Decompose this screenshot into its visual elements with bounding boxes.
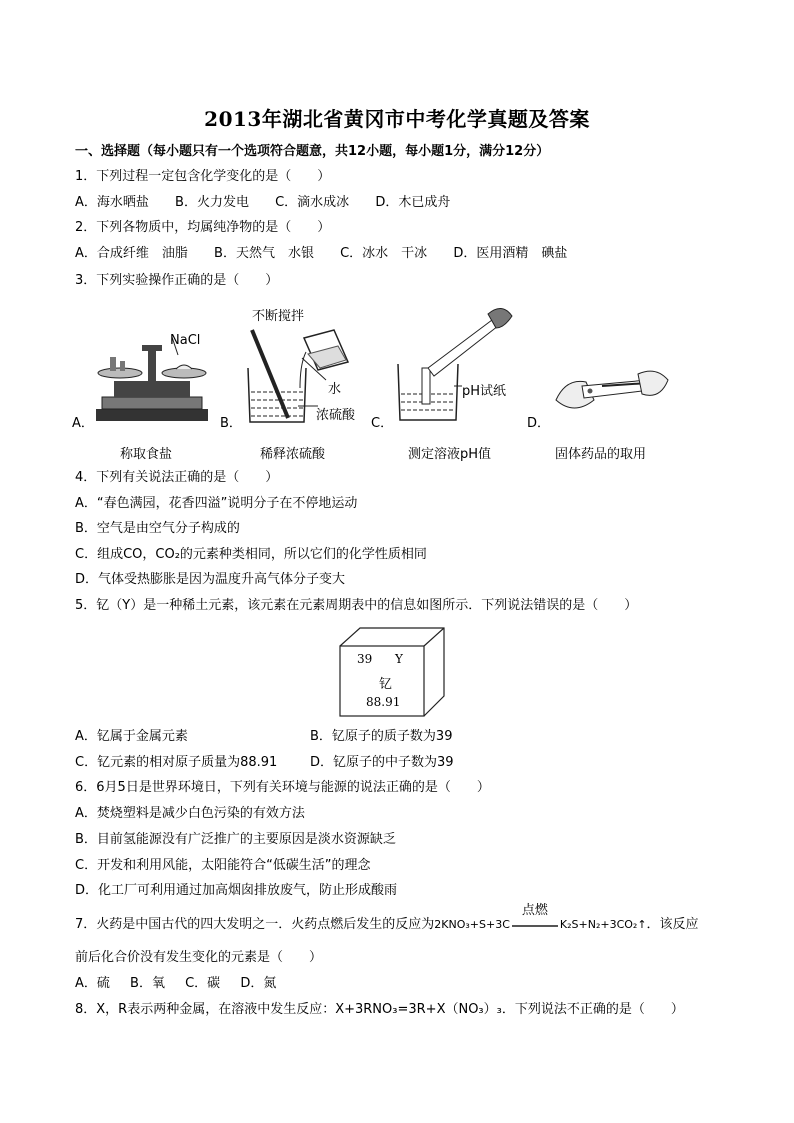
- question-8: 8．X，R表示两种金属，在溶液中发生反应：X+3RNO₃=3R+X（NO₃）₃．下列说法不正确的是（ ）: [75, 1002, 684, 1017]
- option: C．组成CO，CO₂的元素种类相同，所以它们的化学性质相同: [75, 547, 427, 562]
- option: C．滴水成冰: [275, 195, 350, 210]
- figure-letter: C．: [371, 416, 394, 431]
- acid-label: 浓硫酸: [316, 408, 356, 423]
- reaction-arrow: [512, 903, 558, 934]
- question-2: 2．下列各物质中，均属纯净物的是（ ）: [75, 220, 331, 235]
- option: D．气体受热膨胀是因为温度升高气体分子变大: [75, 572, 346, 587]
- option: B．钇原子的质子数为39: [310, 729, 453, 744]
- question-4: 4．下列有关说法正确的是（ ）: [75, 470, 279, 485]
- figure-caption: 稀释浓硫酸: [260, 447, 326, 462]
- question-1: 1．下列过程一定包含化学变化的是（ ）: [75, 169, 331, 184]
- figure-caption: 固体药品的取用: [555, 447, 647, 462]
- stir-label: 不断搅拌: [252, 309, 305, 324]
- figure-letter: B．: [220, 416, 242, 431]
- option: A．海水晒盐: [75, 195, 149, 210]
- question-7-continued: 前后化合价没有发生变化的元素是（ ）: [75, 950, 323, 965]
- question-3-figures: [0, 300, 794, 465]
- question-7-options: [75, 975, 276, 993]
- option: A．焚烧塑料是减少白色污染的有效方法: [75, 806, 305, 821]
- option: C．碳: [185, 976, 221, 991]
- figure-letter: A．: [72, 416, 94, 431]
- question-1-options: [75, 194, 450, 212]
- element-mass: 88.91: [366, 695, 401, 709]
- solid-sample-figure: [552, 360, 672, 426]
- ph-paper-label: pH试纸: [462, 384, 507, 399]
- figure-caption: 称取食盐: [120, 447, 173, 462]
- option: D．钇原子的中子数为39: [310, 755, 454, 770]
- figure-letter: D．: [527, 416, 551, 431]
- reaction-reactants: 2KNO₃+S+3C: [434, 918, 510, 931]
- section-heading: 一、选择题（每小题只有一个选项符合题意，共12小题，每小题1分，满分12分）: [75, 144, 550, 159]
- option: B．空气是由空气分子构成的: [75, 521, 240, 536]
- option: B．目前氢能源没有广泛推广的主要原因是淡水资源缺乏: [75, 832, 396, 847]
- option: D．木已成舟: [375, 195, 451, 210]
- water-label: 水: [328, 382, 342, 397]
- element-name: 钇: [379, 677, 393, 692]
- question-5: 5．钇（Y）是一种稀土元素，该元素在元素周期表中的信息如图所示．下列说法错误的是（ ）: [75, 598, 638, 613]
- ph-test-figure: [392, 302, 522, 430]
- question-6: 6．6月5日是世界环境日，下列有关环境与能源的说法正确的是（ ）: [75, 780, 490, 795]
- option: A．硫: [75, 976, 110, 991]
- element-number: 39: [357, 652, 373, 666]
- reaction-condition: 点燃: [521, 903, 548, 918]
- option: B．氧: [130, 976, 165, 991]
- option: B．火力发电: [175, 195, 249, 210]
- nacl-label: NaCl: [170, 333, 201, 348]
- option: D．医用酒精 碘盐: [453, 246, 568, 261]
- option: A．“春色满园，花香四溢”说明分子在不停地运动: [75, 496, 358, 511]
- option: C．冰水 干冰: [340, 246, 428, 261]
- question-7: [75, 903, 699, 934]
- question-3: 3．下列实验操作正确的是（ ）: [75, 273, 279, 288]
- option: D．化工厂可利用通过加高烟囱排放废气，防止形成酸雨: [75, 883, 398, 898]
- question-7-stem: 7．火药是中国古代的四大发明之一．火药点燃后发生的反应为: [75, 917, 435, 932]
- option: C．开发和利用风能，太阳能符合“低碳生活”的理念: [75, 858, 371, 873]
- question-7-stem-end: ．该反应: [646, 917, 699, 932]
- element-symbol: Y: [395, 652, 403, 666]
- option: A．钇属于金属元素: [75, 729, 188, 744]
- option: B．天然气 水银: [214, 246, 314, 261]
- reaction-products: K₂S+N₂+3CO₂↑: [559, 918, 647, 931]
- option: A．合成纤维 油脂: [75, 246, 188, 261]
- option: D．氮: [240, 976, 277, 991]
- figure-caption: 测定溶液pH值: [408, 447, 492, 462]
- question-2-options: [75, 245, 567, 263]
- page-title: 2013年湖北省黄冈市中考化学真题及答案: [204, 107, 590, 131]
- option: C．钇元素的相对原子质量为88.91: [75, 755, 278, 770]
